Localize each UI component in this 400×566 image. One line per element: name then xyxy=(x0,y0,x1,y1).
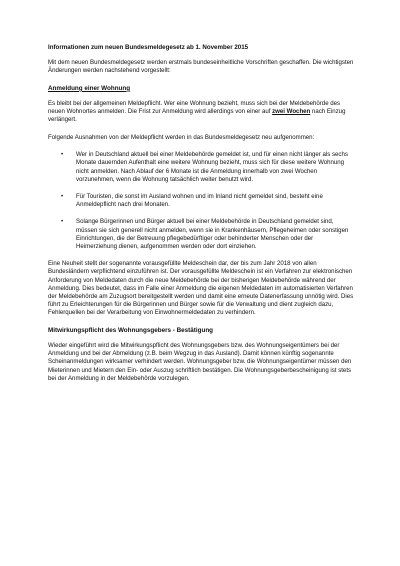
anmeldung-text-1: Es bleibt bei der allgemeinen Meldepflicht. Wer eine Wohnung bezieht, muss sich bei der Meldebehörde des neuen Wohnortes anmelden. Die Frist zur Anmeldung wird allerdings von einer auf xyxy=(48,100,341,116)
list-item-text: Für Touristen, die sonst im Ausland wohnen und im Inland nicht gemeldet sind, besteht eine Anmeldepflicht nach drei Monaten. xyxy=(76,193,323,209)
list-item xyxy=(61,151,354,184)
document-title: Informationen zum neuen Bundesmeldegesetz ab 1. November 2015 xyxy=(48,44,249,51)
list-item-text: Wer in Deutschland aktuell bei einer Meldebehörde gemeldet ist, und für einen nicht länger als sechs Monate dauernden Aufenthalt eine weitere Wohnung bezieht, muss sich für diese weitere Wohnung nicht anmelden. Nach Ablauf der 6 Monate ist die Anmeldung innerhalb von zwei Wochen vorzunehmen, wenn die Wohnung tatsächlich weiter benutzt wird. xyxy=(76,151,348,183)
mitwirkungspflicht-paragraph: Wieder eingeführt wird die Mitwirkungspflicht des Wohnungsgebers bzw. des Wohnungseigentümers bei der Anmeldung und bei der Abmeldung (z.B. beim Wegzug in das Ausland). Damit können künftig sogenannte Scheinanmeldungen wirksamer verhindert werden. Wohnungsgeber bzw. die Wohnungseigentümer müssen den Mieterinnen und Mietern den Ein- oder Auszug schriftlich bestätigen. Die Wohnungsgeberbescheinigung ist stets bei der Anmeldung in der Meldebehörde vorzulegen. xyxy=(48,342,352,382)
section-heading-anmeldung: Anmeldung einer Wohnung xyxy=(48,84,131,92)
bullet-icon: • xyxy=(61,218,64,226)
anmeldung-text-2: nach Einzug verlängert. xyxy=(48,108,346,124)
meldeschein-paragraph: Eine Neuheit stellt der sogenannte vorausgefüllte Meldeschein dar, der bis zum Jahr 2018 von allen Bundesländern verpflichtend einzuführen ist. Der vorausgefüllte Meldeschein ist ein Verfahren zur elektronischen Anforderung von Meldedaten durch die neue Meldebehörde bei der bisherigen Meldebehörde während der Anmeldung. Dies bedeutet, dass im Falle einer Anmeldung die eigenen Meldedaten im automatisierten Verfahren der Meldebehörde am Zuzugsort bereitgestellt werden und damit eine erneute Datenerfassung unnötig wird. Dies führt zu Erleichterungen für die Bürgerinnen und Bürger sowie für die Verwaltung und dient zugleich dazu, Fehlerquellen bei der Verarbeitung von Einwohnermeldedaten zu verhindern. xyxy=(48,260,354,317)
list-item xyxy=(61,193,354,209)
intro-paragraph: Mit dem neuen Bundesmeldegesetz werden erstmals bundeseinheitliche Vorschriften geschaffen. Die wichtigsten Änderungen werden nachstehend vorgestellt: xyxy=(48,59,354,75)
ausnahmen-intro: Folgende Ausnahmen von der Meldepflicht werden in das Bundesmeldegesetz neu aufgenommen: xyxy=(48,133,315,141)
ausnahmen-list xyxy=(48,151,354,251)
list-item-text: Solange Bürgerinnen und Bürger aktuell bei einer Meldebehörde in Deutschland gemeldet sind, müssen sie sich generell nicht anmelden, wenn sie in Krankenhäusern, Pflegeheimen oder sonstigen Einrichtungen, die der Betreuung pflegebedürftiger oder behinderter Menschen oder der Heimerziehung dienen, aufgenommen werden oder dort einziehen. xyxy=(76,218,349,251)
bullet-icon: • xyxy=(61,193,64,200)
bullet-icon: • xyxy=(61,151,64,159)
anmeldung-paragraph xyxy=(48,100,354,125)
section-heading-mitwirkungspflicht: Mitwirkungspflicht des Wohnungsgebers - Bestätigung xyxy=(48,326,214,334)
list-item xyxy=(61,218,354,251)
anmeldung-frist-emphasis: zwei Wochen xyxy=(272,108,311,116)
